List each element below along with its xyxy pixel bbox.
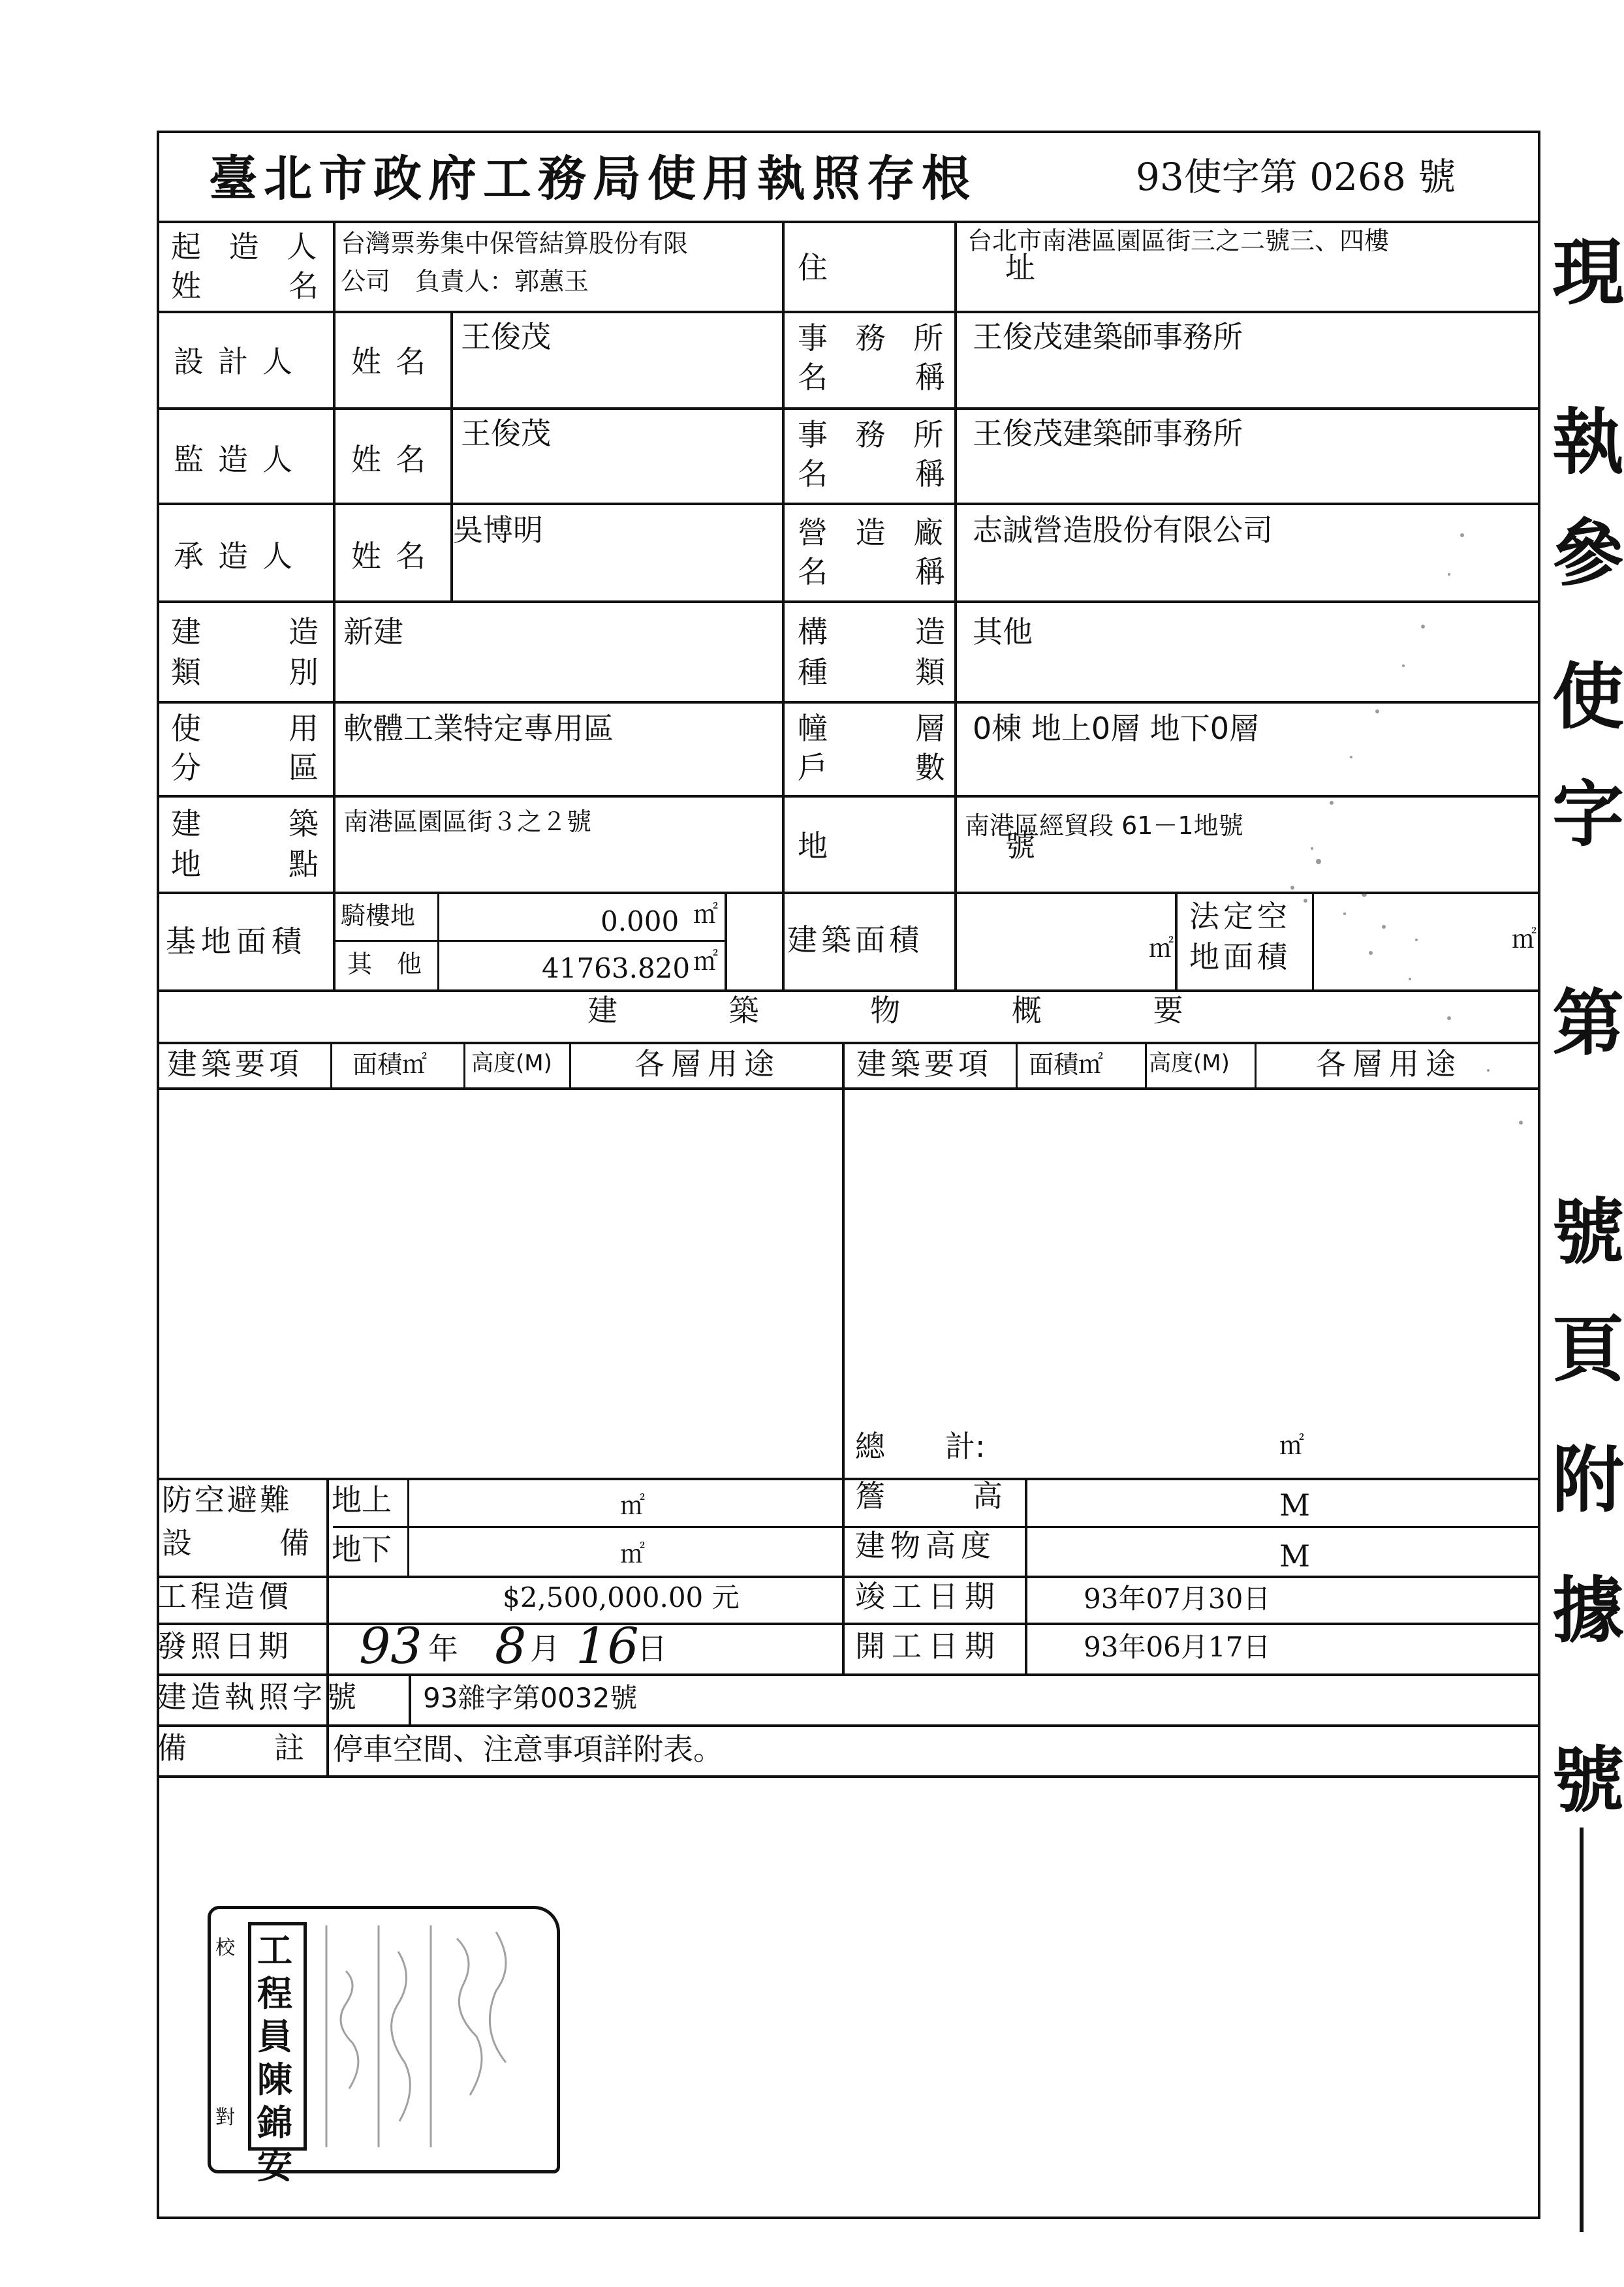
engineer-seal-text: 工程員陳錦安 — [257, 1929, 292, 2186]
eave-label: 簷 高 — [855, 1478, 1012, 1514]
cost-label: 工程造價 — [157, 1579, 292, 1614]
overview-total-label: 總 計: — [855, 1429, 986, 1464]
owner-label-top: 起 造 人 — [171, 229, 326, 264]
supervisor-office: 王俊茂建築師事務所 — [973, 416, 1243, 451]
zoning-label-top: 使 用 — [171, 711, 328, 746]
overview-col-usage-right: 各層用途 — [1316, 1046, 1462, 1081]
overview-col-usage-left: 各層用途 — [634, 1046, 781, 1081]
margin-char-7: 號 — [1552, 1190, 1624, 1274]
owner-name-line1: 台灣票劵集中保管結算股份有限 — [341, 229, 689, 258]
other-value: 41763.820 — [542, 952, 691, 984]
arcade-value: 0.000 — [601, 905, 679, 937]
zoning-label-bottom: 分 區 — [171, 750, 328, 785]
issue-year: 93 — [359, 1617, 422, 1675]
owner-address: 台北市南港區園區街三之二號三、四樓 — [967, 226, 1390, 255]
overview-heading: 建 築 物 概 要 — [587, 993, 1234, 1028]
contractor-name-label: 姓名 — [351, 538, 440, 574]
overview-col-height-left: 高度(M) — [471, 1050, 552, 1076]
shelter-below-unit: ㎡ — [620, 1540, 646, 1568]
address-label: 住 址 — [798, 250, 1074, 285]
supervisor-role: 監造人 — [174, 442, 307, 477]
supervisor-name: 王俊茂 — [461, 416, 551, 451]
issue-month-char: 月 — [530, 1631, 560, 1666]
remarks-text: 停車空間、注意事項詳附表。 — [333, 1732, 723, 1767]
building-height-unit: M — [1279, 1538, 1311, 1574]
contractor-office: 志誠營造股份有限公司 — [973, 512, 1273, 548]
contractor-office-label-top: 營 造 廠 — [798, 515, 953, 550]
arcade-label: 騎樓地 — [341, 901, 416, 930]
site-label-top: 建 築 — [171, 806, 328, 841]
margin-char-1: 現 — [1552, 230, 1624, 315]
contractor-name: 吳博明 — [453, 512, 543, 548]
remarks-label: 備 註 — [157, 1730, 313, 1766]
contractor-office-label-bottom: 名 稱 — [798, 554, 954, 589]
issue-day-char: 日 — [637, 1631, 667, 1666]
license-number: 93使字第 0268 號 — [1136, 155, 1456, 199]
margin-char-10: 據 — [1552, 1568, 1624, 1653]
issue-month: 8 — [495, 1617, 527, 1675]
lot-label: 地 號 — [798, 828, 1074, 863]
margin-char-9: 附 — [1552, 1438, 1624, 1522]
overview-col-item-right: 建築要項 — [856, 1046, 992, 1081]
margin-speckle — [1214, 496, 1580, 1188]
floors-label-bottom: 戶 數 — [798, 750, 954, 785]
floors-count: 0棟 地上0層 地下0層 — [973, 711, 1260, 746]
other-unit: ㎡ — [693, 947, 719, 976]
designer-office-label-bottom: 名 稱 — [798, 360, 954, 395]
margin-char-4: 使 — [1552, 655, 1624, 739]
eave-unit: M — [1279, 1487, 1311, 1523]
structure-type: 其他 — [973, 614, 1033, 649]
designer-office-label-top: 事 務 所 — [798, 320, 953, 356]
shelter-label-top: 防空避難 — [162, 1482, 292, 1517]
stamp-small-top: 校 — [215, 1937, 235, 1959]
supervisor-office-label-bottom: 名 稱 — [798, 456, 954, 491]
shelter-above-unit: ㎡ — [620, 1491, 646, 1520]
building-height-label: 建物高度 — [855, 1528, 996, 1563]
start-date: 93年06月17日 — [1084, 1631, 1271, 1663]
open-space-label-top: 法定空 — [1189, 899, 1291, 934]
structure-label-top: 構 造 — [798, 614, 954, 649]
margin-char-5: 字 — [1552, 772, 1624, 856]
floors-label-top: 幢 層 — [798, 711, 954, 746]
overview-col-area-right: 面積㎡ — [1029, 1050, 1104, 1079]
construction-type: 新建 — [343, 614, 403, 649]
designer-office: 王俊茂建築師事務所 — [973, 319, 1243, 354]
permit-label: 建造執照字號 — [157, 1679, 360, 1715]
shelter-above-label: 地上 — [332, 1482, 392, 1517]
start-date-label: 開工日期 — [855, 1628, 1001, 1664]
building-area-unit: ㎡ — [1149, 934, 1174, 963]
open-space-unit: ㎡ — [1512, 925, 1537, 954]
cost-value: $2,500,000.00 元 — [503, 1581, 740, 1613]
page-title: 臺北市政府工務局使用執照存根 — [209, 151, 976, 207]
construction-type-label-top: 建 造 — [171, 614, 328, 649]
construction-type-label-bottom: 類 別 — [171, 655, 328, 690]
overview-col-height-right: 高度(M) — [1149, 1050, 1230, 1076]
margin-char-8: 頁 — [1552, 1307, 1624, 1392]
stamp-small-bottom: 對 — [215, 2106, 235, 2129]
shelter-below-label: 地下 — [332, 1532, 392, 1567]
designer-role: 設計人 — [174, 344, 307, 379]
margin-char-3: 參 — [1552, 511, 1624, 595]
overview-col-item-left: 建築要項 — [167, 1046, 303, 1081]
owner-name-line2: 公司 負責人：郭蕙玉 — [341, 267, 589, 296]
structure-label-bottom: 種 類 — [798, 655, 954, 690]
margin-char-6: 第 — [1552, 981, 1624, 1065]
arcade-unit: ㎡ — [693, 900, 719, 929]
supervisor-name-label: 姓名 — [351, 442, 440, 477]
shelter-label-bottom: 設 備 — [162, 1525, 319, 1561]
issue-date-label: 發照日期 — [157, 1628, 292, 1664]
supervisor-office-label-top: 事 務 所 — [798, 417, 953, 452]
issue-day: 16 — [576, 1617, 639, 1675]
overview-total-unit: ㎡ — [1279, 1431, 1305, 1460]
zoning-use: 軟體工業特定專用區 — [343, 711, 614, 746]
overview-col-area-left: 面積㎡ — [352, 1050, 428, 1079]
margin-char-11: 號 — [1552, 1738, 1624, 1822]
completion-date: 93年07月30日 — [1084, 1583, 1271, 1615]
designer-name: 王俊茂 — [461, 319, 551, 354]
margin-rule — [1580, 1828, 1584, 2232]
stamp-handwriting — [307, 1912, 555, 2167]
site-address: 南港區園區街３之２號 — [343, 807, 592, 836]
base-area-label: 基地面積 — [166, 924, 307, 959]
contractor-role: 承造人 — [174, 538, 307, 574]
open-space-label-bottom: 地面積 — [1189, 939, 1291, 974]
other-label: 其 他 — [347, 950, 422, 978]
permit-number: 93雜字第0032號 — [423, 1682, 638, 1714]
completion-label: 竣工日期 — [855, 1579, 1001, 1614]
margin-char-2: 執 — [1552, 400, 1624, 484]
building-area-label: 建築面積 — [787, 922, 923, 957]
owner-label-bottom: 姓 名 — [171, 268, 328, 303]
site-label-bottom: 地 點 — [171, 847, 328, 882]
issue-year-char: 年 — [428, 1631, 458, 1666]
designer-name-label: 姓名 — [351, 344, 440, 379]
lot-number: 南港區經貿段 61－1地號 — [965, 811, 1243, 840]
